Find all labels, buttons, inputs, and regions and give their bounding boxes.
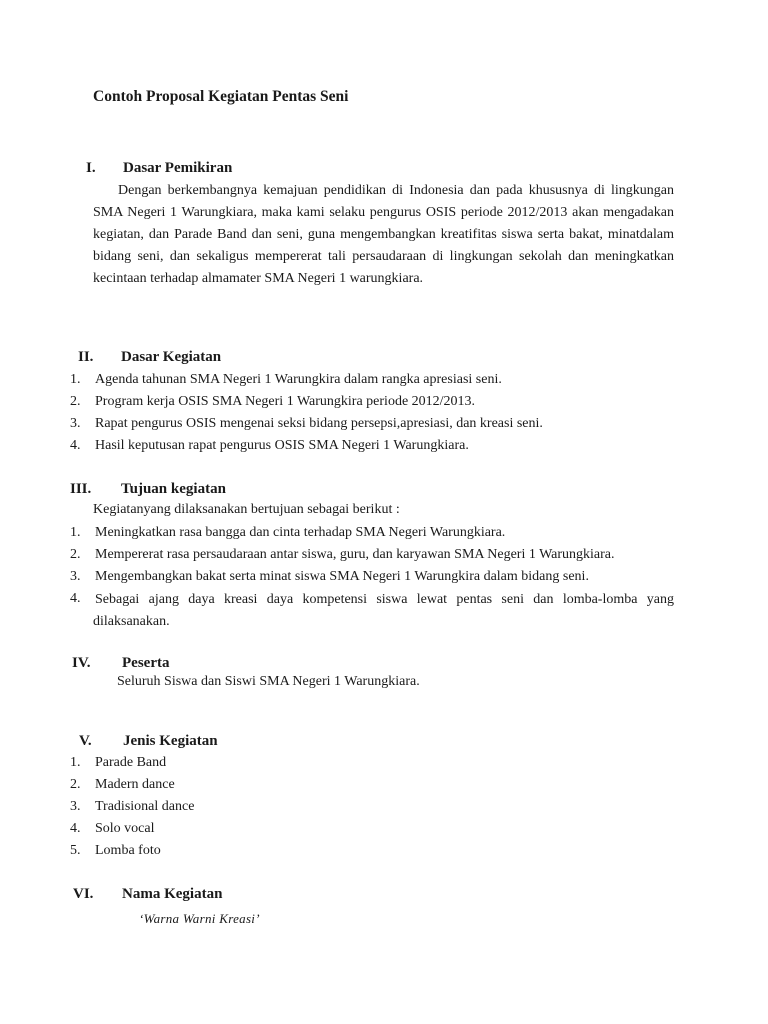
list-text: Solo vocal bbox=[95, 821, 155, 836]
section-4-text: Seluruh Siswa dan Siswi SMA Negeri 1 Warungkiara. bbox=[117, 674, 420, 689]
list-number: 1. bbox=[70, 755, 81, 770]
list-text-wrapped: Sebagai ajang daya kreasi daya kompetensi siswa lewat pentas seni dan lomba-lomba yang dilaksanakan. bbox=[93, 592, 674, 629]
list-number: 3. bbox=[70, 416, 81, 431]
list-text: Lomba foto bbox=[95, 843, 161, 858]
list-text: Parade Band bbox=[95, 755, 167, 770]
document-title: Contoh Proposal Kegiatan Pentas Seni bbox=[93, 88, 349, 105]
list-number: 1. bbox=[70, 525, 81, 540]
section-title: Dasar Pemikiran bbox=[123, 160, 233, 176]
list-number: 2. bbox=[70, 777, 81, 792]
section-number: VI. bbox=[73, 886, 94, 902]
list-text: Madern dance bbox=[95, 777, 175, 792]
list-text: Tradisional dance bbox=[95, 799, 195, 814]
list-text: Mempererat rasa persaudaraan antar siswa, guru, dan karyawan SMA Negeri 1 Warungkiara. bbox=[95, 547, 615, 562]
list-text: Meningkatkan rasa bangga dan cinta terhadap SMA Negeri Warungkiara. bbox=[95, 525, 506, 540]
section-title: Nama Kegiatan bbox=[122, 886, 223, 902]
section-number: I. bbox=[86, 160, 96, 176]
section-title: Tujuan kegiatan bbox=[121, 481, 226, 497]
list-text: Program kerja OSIS SMA Negeri 1 Warungkira periode 2012/2013. bbox=[95, 394, 476, 409]
list-text: Rapat pengurus OSIS mengenai seksi bidang persepsi,apresiasi, dan kreasi seni. bbox=[95, 416, 543, 431]
section-title: Peserta bbox=[122, 655, 170, 671]
list-number: 4. bbox=[70, 821, 81, 836]
section-number: III. bbox=[70, 481, 92, 497]
list-number: 2. bbox=[70, 547, 81, 562]
list-number: 4. bbox=[70, 438, 81, 453]
list-number: 4. bbox=[70, 591, 81, 606]
section-title: Dasar Kegiatan bbox=[121, 349, 222, 365]
list-text: Hasil keputusan rapat pengurus OSIS SMA Negeri 1 Warungkiara. bbox=[95, 438, 469, 453]
section-number: V. bbox=[79, 733, 92, 749]
list-text: Agenda tahunan SMA Negeri 1 Warungkira dalam rangka apresiasi seni. bbox=[95, 372, 502, 387]
section-1-paragraph: Dengan berkembangnya kemajuan pendidikan di Indonesia dan pada khususnya di lingkungan SMA Negeri 1 Warungkiara, maka kami selaku pengurus OSIS periode 2012/2013 akan mengadakan kegiatan, dan Parade Band dan seni, guna mengembangkan kreatifitas siswa serta bakat, minatdalam bidang seni, dan sekaligus mempererat tali persaudaraan di lingkungan sekolah dan meningkatkan kecintaan terhadap almamater SMA Negeri 1 warungkiara. bbox=[93, 183, 674, 286]
list-text: Mengembangkan bakat serta minat siswa SMA Negeri 1 Warungkira dalam bidang seni. bbox=[95, 569, 589, 584]
section-number: II. bbox=[78, 349, 94, 365]
list-number: 2. bbox=[70, 394, 81, 409]
list-number: 1. bbox=[70, 372, 81, 387]
section-number: IV. bbox=[72, 655, 91, 671]
list-number: 5. bbox=[70, 843, 81, 858]
list-number: 3. bbox=[70, 569, 81, 584]
section-title: Jenis Kegiatan bbox=[123, 733, 218, 749]
event-name: ‘Warna Warni Kreasi’ bbox=[139, 911, 260, 926]
section-3-intro: Kegiatanyang dilaksanakan bertujuan sebagai berikut : bbox=[93, 502, 400, 517]
list-number: 3. bbox=[70, 799, 81, 814]
